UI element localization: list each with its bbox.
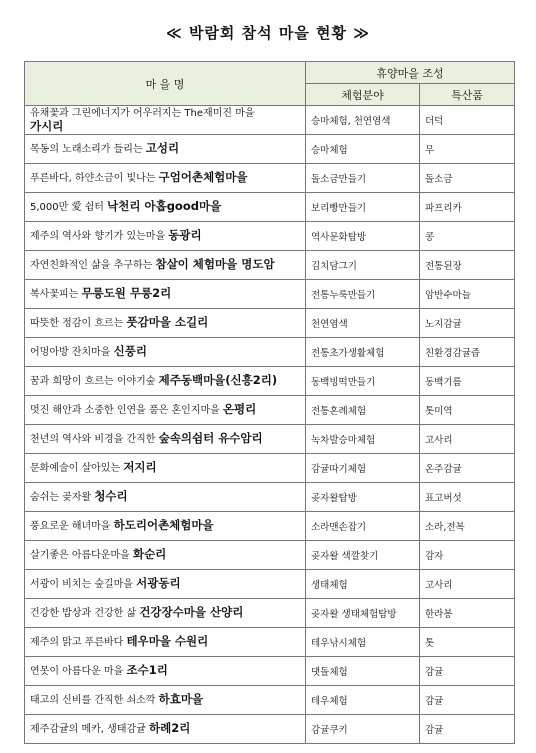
table-row xyxy=(25,599,515,628)
village-name: 화순리 xyxy=(132,547,167,561)
village-name-cell xyxy=(25,657,306,686)
table-row xyxy=(25,251,515,280)
village-description: 연못이 아름다운 마을 xyxy=(30,666,127,677)
village-name: 서광동리 xyxy=(136,576,181,590)
table-body xyxy=(25,106,515,744)
specialty-cell: 무 xyxy=(420,135,515,164)
experience-cell: 소라맨손잡기 xyxy=(306,512,420,541)
specialty-cell: 동백기름 xyxy=(420,367,515,396)
experience-cell: 곶자왈 생태체험탐방 xyxy=(306,599,420,628)
table-row xyxy=(25,686,515,715)
experience-cell: 생태체험 xyxy=(306,570,420,599)
village-description: 목동의 노래소리가 들리는 xyxy=(30,144,146,155)
table-row xyxy=(25,338,515,367)
experience-cell: 감귤따기체험 xyxy=(306,454,420,483)
village-description: 꿈과 희망이 흐르는 이야기숲 xyxy=(30,376,159,387)
village-description: 푸른바다, 하얀소금이 빛나는 xyxy=(30,173,159,184)
specialty-cell: 친환경감귤즙 xyxy=(420,338,515,367)
village-name-cell xyxy=(25,715,306,744)
specialty-cell: 한라봉 xyxy=(420,599,515,628)
village-name: 하효마을 xyxy=(158,692,204,706)
village-description: 자연친화적인 삶을 추구하는 xyxy=(30,260,156,271)
village-name: 고성리 xyxy=(145,141,180,155)
experience-cell: 테우체험 xyxy=(306,686,420,715)
village-description: 따뜻한 정감이 흐르는 xyxy=(30,318,127,329)
specialty-cell: 암반수마늘 xyxy=(420,280,515,309)
village-name: 건강장수마을 산양리 xyxy=(139,605,244,619)
village-name: 온평리 xyxy=(222,402,257,416)
village-name-cell xyxy=(25,222,306,251)
experience-cell: 댓돌체험 xyxy=(306,657,420,686)
village-name-cell xyxy=(25,367,306,396)
experience-cell: 역사문화탐방 xyxy=(306,222,420,251)
village-description: 건강한 밥상과 건강한 삶 xyxy=(30,608,140,619)
village-name: 청수리 xyxy=(94,489,128,503)
header-village-name: 마 을 명 xyxy=(25,62,306,106)
table-row xyxy=(25,541,515,570)
specialty-cell: 소라,전복 xyxy=(420,512,515,541)
village-description: 멋진 해안과 소중한 인연을 품은 혼인지마을 xyxy=(30,405,223,416)
specialty-cell: 전통된장 xyxy=(420,251,515,280)
village-description: 제주의 역사와 향기가 있는마을 xyxy=(30,231,169,242)
village-name-cell xyxy=(25,135,306,164)
specialty-cell: 더덕 xyxy=(420,106,515,135)
village-name: 조수1리 xyxy=(126,663,168,677)
table-row xyxy=(25,570,515,599)
village-description: 유채꽃과 그린에너지가 어우러지는 The재미진 마을 xyxy=(30,107,255,119)
village-description: 살기좋은 아름다운마을 xyxy=(30,550,133,561)
village-name-cell xyxy=(25,309,306,338)
experience-cell: 전통누룩만들기 xyxy=(306,280,420,309)
specialty-cell: 감귤 xyxy=(420,686,515,715)
village-name-cell xyxy=(25,164,306,193)
table-row xyxy=(25,106,515,135)
village-description: 풍요로운 해녀마을 xyxy=(30,521,114,532)
experience-cell: 승마체험, 천연염색 xyxy=(306,106,420,135)
table-row xyxy=(25,715,515,744)
village-name: 신풍리 xyxy=(113,344,147,358)
header-experience: 체험분야 xyxy=(306,84,420,106)
specialty-cell: 고사리 xyxy=(420,570,515,599)
experience-cell: 감귤쿠키 xyxy=(306,715,420,744)
experience-cell: 돌소금만들기 xyxy=(306,164,420,193)
table-row xyxy=(25,193,515,222)
village-name: 동광리 xyxy=(168,228,202,242)
village-name-cell xyxy=(25,106,306,135)
village-name-cell xyxy=(25,193,306,222)
village-name: 풋감마을 소길리 xyxy=(126,315,209,329)
village-description: 제주의 맑고 푸른바다 xyxy=(30,637,127,648)
experience-cell: 김치담그기 xyxy=(306,251,420,280)
table-row xyxy=(25,135,515,164)
specialty-cell: 온주감귤 xyxy=(420,454,515,483)
village-description: 서광이 비치는 숲길마을 xyxy=(30,579,137,590)
header-rest-village-group: 휴양마을 조성 xyxy=(306,62,515,84)
village-name: 구엄어촌체험마을 xyxy=(158,170,248,184)
village-description: 문화예술이 살아있는 xyxy=(30,463,124,474)
village-name-cell xyxy=(25,483,306,512)
experience-cell: 천연염색 xyxy=(306,309,420,338)
experience-cell: 곶자왈 색깔찾기 xyxy=(306,541,420,570)
village-name-cell xyxy=(25,628,306,657)
table-row xyxy=(25,454,515,483)
table-row xyxy=(25,512,515,541)
table-row xyxy=(25,396,515,425)
village-name-cell xyxy=(25,686,306,715)
village-name: 낙천리 아홉good마을 xyxy=(107,199,222,213)
table-row xyxy=(25,280,515,309)
village-description: 천년의 역사와 비경을 간직한 xyxy=(30,434,159,445)
table-row xyxy=(25,309,515,338)
specialty-cell: 표고버섯 xyxy=(420,483,515,512)
village-name: 제주동백마을(신흥2리) xyxy=(158,373,278,387)
village-table xyxy=(24,61,515,744)
specialty-cell: 감귤 xyxy=(420,715,515,744)
village-name-cell xyxy=(25,251,306,280)
experience-cell: 승마체험 xyxy=(306,135,420,164)
table-row xyxy=(25,222,515,251)
header-specialty: 특산품 xyxy=(420,84,515,106)
experience-cell: 전통혼례체험 xyxy=(306,396,420,425)
page-title: ≪ 박람회 참석 마을 현황 ≫ xyxy=(166,24,370,42)
table-row xyxy=(25,628,515,657)
specialty-cell: 톳 xyxy=(420,628,515,657)
village-name: 하도리어촌체험마을 xyxy=(113,518,214,532)
village-name: 가시리 xyxy=(30,118,64,133)
village-description: 어멍아방 잔치마을 xyxy=(30,347,114,358)
village-description: 숨쉬는 곶자왈 xyxy=(30,492,95,503)
specialty-cell: 톳미역 xyxy=(420,396,515,425)
specialty-cell: 노지감귤 xyxy=(420,309,515,338)
specialty-cell: 감귤 xyxy=(420,657,515,686)
village-name: 저지리 xyxy=(123,460,157,474)
village-name: 테우마을 수원리 xyxy=(126,634,209,648)
table-row xyxy=(25,483,515,512)
village-name-cell xyxy=(25,541,306,570)
experience-cell: 녹차발승마체험 xyxy=(306,425,420,454)
table-row xyxy=(25,425,515,454)
village-name-cell xyxy=(25,338,306,367)
experience-cell: 동백빙떡만들기 xyxy=(306,367,420,396)
village-name: 무릉도원 무릉2리 xyxy=(81,286,172,300)
village-description: 5,000만 愛 쉼터 xyxy=(30,202,108,213)
village-name-cell xyxy=(25,512,306,541)
village-name-cell xyxy=(25,425,306,454)
village-name: 참살이 체험마을 명도암 xyxy=(155,257,275,271)
specialty-cell: 콩 xyxy=(420,222,515,251)
experience-cell: 전통초가생활체험 xyxy=(306,338,420,367)
village-name-cell xyxy=(25,396,306,425)
village-name-cell xyxy=(25,570,306,599)
specialty-cell: 돌소금 xyxy=(420,164,515,193)
experience-cell: 보리빵만들기 xyxy=(306,193,420,222)
village-description: 복사꽃피는 xyxy=(30,289,82,300)
village-name-cell xyxy=(25,280,306,309)
specialty-cell: 감자 xyxy=(420,541,515,570)
specialty-cell: 고사리 xyxy=(420,425,515,454)
village-name: 숲속의쉼터 유수암리 xyxy=(158,431,263,445)
specialty-cell: 파프리카 xyxy=(420,193,515,222)
village-name-cell xyxy=(25,454,306,483)
village-description: 태고의 신비를 간직한 쇠소깍 xyxy=(30,695,159,706)
table-row xyxy=(25,367,515,396)
village-name-cell xyxy=(25,599,306,628)
experience-cell: 테우낚시체험 xyxy=(306,628,420,657)
table-row xyxy=(25,164,515,193)
village-name: 하례2리 xyxy=(148,721,191,735)
experience-cell: 곶자왈탐방 xyxy=(306,483,420,512)
village-description: 제주감귤의 메카, 생태감귤 xyxy=(30,724,149,735)
table-row xyxy=(25,657,515,686)
